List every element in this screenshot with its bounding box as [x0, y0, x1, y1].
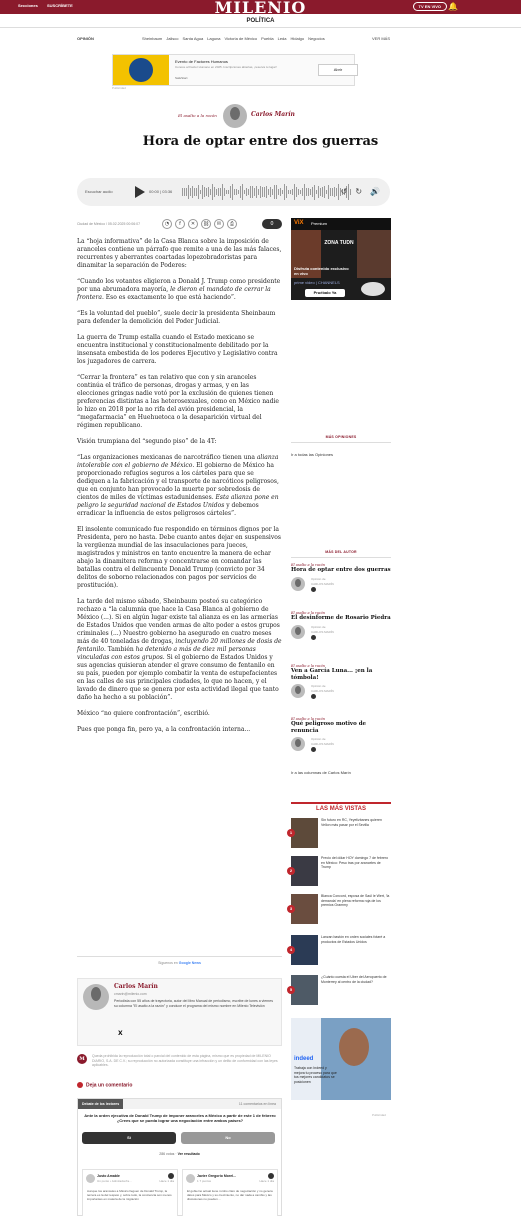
- article-author: [291, 576, 391, 592]
- zona-tudn-logo: ZONA TUDN: [324, 240, 354, 246]
- waveform-bar: [334, 187, 335, 197]
- stance-icon: [268, 1173, 274, 1179]
- waveform-bar: [290, 190, 291, 194]
- paragraph: “Cerrar la frontera” es tan relativo que con y sin aranceles continúa el tráfico de personas, drogas y armas, y en las elecciones gringas nadie votó por la exclusión de quienes tienen preferencias distintas a las heterosexuales, como en México nadie lo hizo en 2018 por la no rifa del avión presidencial, la “megafarmacia” en Huehuetoca o la desaparición virtual del régimen republicano.: [77, 374, 279, 429]
- waveform-bar: [210, 189, 211, 195]
- text: . También: [103, 646, 136, 653]
- waveform-bar: [316, 190, 317, 195]
- play-icon[interactable]: [311, 587, 316, 592]
- debate-count: 11 comentarios en línea: [238, 1102, 276, 1106]
- rank-badge: 1: [287, 829, 295, 837]
- waveform-bar: [246, 188, 247, 197]
- google-news-logo[interactable]: Google News: [178, 961, 201, 965]
- waveform-bar: [192, 186, 193, 197]
- waveform-bar: [194, 188, 195, 197]
- waveform-bar: [330, 188, 331, 196]
- section-title[interactable]: POLÍTICA: [0, 14, 521, 28]
- waveform-bar: [302, 188, 303, 196]
- waveform-bar: [304, 184, 305, 200]
- waveform-bar: [332, 188, 333, 196]
- comment-author: Justo Amable: [97, 1174, 120, 1178]
- waveform-bar: [226, 190, 227, 193]
- comment-sub: 1 7 puntos: [197, 1179, 212, 1183]
- ad-label: Publicidad: [372, 1113, 386, 1117]
- waveform-bar: [254, 188, 255, 195]
- waveform-bar: [202, 185, 203, 199]
- author-article[interactable]: [291, 717, 391, 752]
- waveform-bar: [266, 186, 267, 199]
- item-headline[interactable]: Lanzan bastón en orden sociales fotaré a productos de Estados Unidos: [321, 935, 386, 944]
- waveform-bar: [284, 184, 285, 200]
- text: . El gobierno de México ha proporcionado refugios seguros a los cárteles para que se dediquen a la fabricación y el transporte de narcóticos peligrosos, que en conjunto han provocado la muerte por sobredosis de cientos de miles de víctimas estadunidenses.: [77, 462, 279, 501]
- text: . Si el gobierno de Estados Unidos y sus agencias quisieran atender el grave consumo de fentanilo en su país, pueden por ejemplo combatir la venta de estupefacientes en las calles de sus principales ciudades, lo que no hacen, y el lavado de dinero que se genera por esta actividad ilegal que tanto daño ha hecho a su población”.: [77, 654, 279, 701]
- premium-label: Premium: [311, 221, 328, 226]
- rewind-icon[interactable]: ↺: [340, 187, 348, 196]
- waveform-bar: [322, 187, 323, 196]
- article-headline[interactable]: Ven a García Luna... ¡en la tómbola!: [291, 668, 373, 681]
- ad-description: Conoce al Factor Humano en 2025. Inscripciones abiertas, ¡reserva tu lugar!: [175, 65, 277, 69]
- ad-open-button[interactable]: Abrir: [318, 64, 358, 76]
- article-author: [291, 683, 391, 699]
- comment-sub: Un punto • Admirador/ra...: [97, 1179, 132, 1183]
- play-icon[interactable]: [135, 186, 145, 198]
- email-icon[interactable]: ✉: [214, 219, 224, 229]
- comment-time: Hace 1 día: [159, 1179, 174, 1183]
- milenio-logo[interactable]: MILENIO: [214, 0, 307, 17]
- article-headline[interactable]: Hora de optar entre dos guerras: [291, 567, 391, 573]
- waveform-bar: [196, 188, 197, 196]
- item-headline[interactable]: ¿Cuánto cuesta el Uber del Aeropuerto de Monterrey al centro de la ciudad?: [321, 975, 387, 984]
- waveform-bar: [214, 187, 215, 196]
- audio-controls: [341, 187, 380, 196]
- waveform-bar: [282, 190, 283, 193]
- audio-waveform[interactable]: [182, 182, 352, 202]
- sections-link[interactable]: Secciones: [18, 3, 38, 8]
- most-viewed-item[interactable]: [291, 856, 391, 890]
- opinion-label: Opinión de: [311, 684, 326, 688]
- leave-comment-link[interactable]: [77, 1082, 132, 1088]
- waveform-bar: [188, 185, 189, 200]
- divider: [291, 442, 391, 443]
- reader-debate: [77, 1098, 282, 1216]
- waveform-bar: [320, 188, 321, 196]
- waveform-bar: [298, 189, 299, 195]
- audio-player: [77, 178, 390, 206]
- subnav-item[interactable]: Hidalgo: [290, 36, 305, 41]
- rank-badge: 4: [287, 946, 295, 954]
- item-thumbnail[interactable]: [291, 935, 318, 965]
- author-article[interactable]: [291, 664, 391, 699]
- ad-label: Publicidad: [112, 86, 126, 90]
- waveform-bar: [222, 184, 223, 201]
- debate-comment[interactable]: [182, 1169, 278, 1216]
- article-column: El asalto a la razón: [291, 717, 325, 721]
- article-title: Hora de optar entre dos guerras: [142, 134, 379, 149]
- waveform-bar: [256, 186, 257, 197]
- text: “Cuando los votantes eligieron a Donald J. Trump como presidente por una abrumadora mayoría,: [77, 278, 281, 293]
- subnav-more[interactable]: VER MÁS: [371, 36, 390, 41]
- italic-text: le dieron el mandato de cerrar la frontera: [77, 286, 271, 301]
- x-social-icon[interactable]: X: [118, 1030, 123, 1037]
- item-headline[interactable]: Precio del dólar HOY domingo 7 de febrero en México: Peso tras por aranceles de Trump: [321, 856, 389, 870]
- link-icon[interactable]: ⛓: [202, 221, 210, 227]
- italic-text: incluyendo 20 millones de dosis de fentanilo: [77, 638, 282, 653]
- waveform-bar: [278, 189, 279, 194]
- paragraph: [77, 454, 282, 518]
- milenio-mini-logo: M: [77, 1054, 87, 1064]
- paragraph: Pues que ponga fin, pero ya, a la confrontación interna...: [77, 726, 251, 733]
- subscribe-link[interactable]: SUSCRÍBETE: [47, 3, 73, 8]
- item-headline[interactable]: Sin futuro en RC, Yeyelizbanes quieren Vellon más pasar por el Sevilla: [321, 818, 382, 827]
- author-box: [77, 978, 282, 1046]
- ad-photo: [357, 230, 391, 278]
- indeed-ad[interactable]: [291, 1018, 391, 1100]
- article-column: El asalto a la razón: [291, 611, 325, 615]
- item-thumbnail[interactable]: [291, 856, 318, 886]
- most-viewed-item[interactable]: [291, 935, 391, 969]
- waveform-bar: [312, 187, 313, 196]
- play-icon[interactable]: [311, 694, 316, 699]
- subnav-item[interactable]: Santa Agua: [182, 36, 204, 41]
- ad-text: Disfruta contenido exclusivo en vivo: [294, 266, 349, 276]
- article-body: [77, 238, 282, 742]
- waveform-bar: [216, 189, 217, 194]
- paragraph: Visión trumpiana del “segundo piso” de la 4T:: [77, 438, 217, 445]
- most-viewed-item[interactable]: [291, 975, 391, 1009]
- vote-no-button[interactable]: No: [181, 1132, 275, 1144]
- opinion-label: Opinión de: [311, 624, 326, 629]
- indeed-logo: indeed: [294, 1056, 314, 1062]
- author-article[interactable]: [291, 611, 391, 640]
- legal-notice: [77, 1054, 282, 1074]
- see-results-link[interactable]: Ver resultado: [177, 1152, 200, 1156]
- ad-photo: [321, 1018, 391, 1100]
- waveform-bar: [264, 187, 265, 198]
- author-label: CARLOS MARÍN: [311, 581, 334, 586]
- waveform-bar: [250, 186, 251, 199]
- forward-icon[interactable]: ↻: [355, 187, 363, 196]
- rank-badge: 5: [287, 986, 295, 994]
- article-date: Ciudad de México / 05.02.2025 00:06:07: [77, 222, 141, 226]
- legal-text: Queda prohibida la reproducción total o parcial del contenido de esta página, mismo que es propiedad de MILENIO DIARIO, S.A. DE C.V.; su reproducción no autorizada constituye una infracción y un delito de conformidad con las leyes aplicables.: [92, 1054, 278, 1067]
- waveform-bar: [318, 186, 319, 198]
- debate-question: Ante la orden ejecutiva de Donald Trump de imponer aranceles a México a partir de este 1 de febrero ¿Crees que se pueda lograr una negociación entre ambos países?: [84, 1113, 276, 1123]
- paragraph: La guerra de Trump estalla cuando el Estado mexicano se encuentra institucional y constitucionalmente debilitado por la insensata embestida de los poderes Ejecutivo y Legislativo contra los juzgadores de carrera.: [77, 334, 278, 365]
- audio-time: 00:00 | 03:36: [149, 189, 173, 194]
- top-ad[interactable]: [112, 54, 355, 86]
- more-author-header: MÁS DEL AUTOR: [325, 550, 357, 554]
- avatar: [186, 1174, 195, 1183]
- waveform-bar: [220, 188, 221, 197]
- more-opinions-header: MÁS OPINIONES: [325, 435, 357, 439]
- article-column: El asalto a la razón: [291, 563, 325, 567]
- subnav-item[interactable]: Laguna: [207, 36, 221, 41]
- waveform-bar: [218, 188, 219, 195]
- subnav-item[interactable]: Sheinbaum: [142, 36, 163, 41]
- article-headline[interactable]: Qué peligroso motivo de renuncia: [291, 721, 367, 734]
- paragraph: [77, 598, 282, 702]
- tv-live-button[interactable]: TV EN VIVO: [413, 2, 447, 11]
- paragraph: El insolente comunicado fue respondido en términos dignos por la Presidenta, pero no hasta. Debe cuanto antes dejar en suspensivos la vergüenza mundial de las insaculaciones para jueces, magistrados y ministros en tanto encuentre la manera de echar abajo la dinamitera reforma y concentrarse en comandar las batallas contra el delincuente Donald Trump (convicto por 34 delitos de soborno relacionados con pagos por servicios de prostitución).: [77, 526, 281, 589]
- audio-label: Escuchar audio: [85, 189, 113, 194]
- comment-icon: [77, 1082, 83, 1088]
- item-thumbnail[interactable]: [291, 818, 318, 848]
- author-box-name[interactable]: Carlos Marín: [114, 983, 158, 990]
- waveform-bar: [292, 189, 293, 195]
- waveform-bar: [280, 188, 281, 195]
- comments-count[interactable]: 0: [262, 219, 282, 229]
- all-opinions-link[interactable]: Ir a todas las Opiniones: [291, 452, 334, 457]
- avatar: [291, 684, 305, 698]
- article-headline[interactable]: El desinforme de Rosario Piedra: [291, 615, 391, 621]
- waveform-bar: [286, 186, 287, 198]
- article-column: El asalto a la razón: [291, 664, 325, 668]
- waveform-bar: [326, 190, 327, 195]
- author-bio: Periodista con 55 años de trayectoria, autor del libro Manual de periodismo, escribe de lunes a viernes su columna "El asalto a la razón" y conduce el programa del mismo nombre en Milenio Televisión: [114, 999, 273, 1008]
- waveform-bar: [306, 188, 307, 196]
- waveform-bar: [270, 187, 271, 197]
- paragraph: [77, 278, 282, 302]
- side-ad[interactable]: [291, 218, 391, 300]
- waveform-bar: [236, 189, 237, 195]
- author-name[interactable]: Carlos Marín: [251, 111, 295, 118]
- item-headline[interactable]: Blanca Concord, esposa de Saúl le Wert, 'la demanda' en plena reforma roja de los premios Grammy: [321, 894, 390, 908]
- comment-author: Javier Gregorio Morel...: [197, 1174, 237, 1178]
- vote-yes-button[interactable]: Sí: [82, 1132, 176, 1144]
- waveform-bar: [190, 188, 191, 195]
- waveform-bar: [276, 185, 277, 198]
- paragraph: “Es la voluntad del pueblo”, suele decir la presidenta Sheinbaum para defender la demolición del Poder Judicial.: [77, 310, 276, 325]
- bell-icon[interactable]: 🔔: [448, 2, 458, 11]
- author-label: CARLOS MARÍN: [311, 629, 334, 634]
- play-icon[interactable]: [311, 635, 316, 640]
- ad-header: [291, 218, 391, 230]
- text: y debemos erradicar la influencia de estos peligrosos cárteles”.: [77, 502, 259, 517]
- rank-badge: 3: [287, 905, 295, 913]
- waveform-bar: [204, 187, 205, 197]
- waveform-bar: [186, 188, 187, 196]
- waveform-bar: [336, 188, 337, 196]
- waveform-bar: [268, 189, 269, 196]
- waveform-bar: [258, 189, 259, 196]
- author-label: CARLOS MARÍN: [311, 742, 334, 746]
- paragraph: La “hoja informativa” de la Casa Blanca sobre la imposición de aranceles contiene un párrafo que remite a una de las más falaces, recurrentes y aberrantes coartadas lopezobradoristas para dinamitar la separación de Poderes:: [77, 238, 282, 269]
- debate-header: [78, 1099, 281, 1109]
- ad-logo: [361, 282, 385, 296]
- x-icon[interactable]: ✕: [188, 219, 198, 229]
- ad-image: [113, 55, 169, 85]
- waveform-bar: [200, 190, 201, 194]
- text: “Las organizaciones mexicanas de narcotráfico tienen una: [77, 454, 257, 461]
- facebook-icon[interactable]: f: [175, 219, 185, 229]
- waveform-bar: [212, 184, 213, 200]
- waveform-bar: [224, 188, 225, 196]
- waveform-bar: [182, 188, 183, 196]
- opinion-label: Opinión de: [311, 576, 326, 581]
- print-icon[interactable]: ⎙: [227, 219, 237, 229]
- google-news-follow[interactable]: [77, 956, 282, 965]
- article-author: [291, 624, 391, 640]
- comment-text: Aunque los aranceles a México lleguen de Donald Trump, la tercera es la del respeto y, sobre todo, la conciencia son menos importantes en materia de la migración: [87, 1189, 172, 1201]
- comment-text: El gobierno actual tiene rumbo claro de negociación y no genera datos para México y su crecimiento, no dar nada a cambio y las discusiones no pueden ...: [187, 1189, 273, 1201]
- waveform-bar: [230, 186, 231, 197]
- whatsapp-icon[interactable]: ◔: [162, 219, 172, 229]
- most-viewed-item[interactable]: [291, 818, 391, 852]
- avatar: [291, 737, 305, 751]
- subnav-item[interactable]: Leda: [277, 36, 287, 41]
- stance-icon: [168, 1173, 174, 1179]
- volume-icon[interactable]: 🔊: [370, 187, 380, 196]
- debate-tab[interactable]: Debate de los lectores: [78, 1099, 123, 1109]
- author-article[interactable]: [291, 563, 391, 592]
- divider: [291, 557, 391, 558]
- waveform-bar: [228, 190, 229, 194]
- ad-title: Evento de Factores Humanos: [175, 59, 228, 64]
- waveform-bar: [260, 186, 261, 198]
- most-viewed-header: LAS MÁS VISTAS: [291, 802, 391, 812]
- author-label: CARLOS MARÍN: [311, 689, 334, 693]
- waveform-bar: [198, 185, 199, 198]
- waveform-bar: [244, 190, 245, 194]
- waveform-bar: [184, 188, 185, 195]
- waveform-bar: [248, 189, 249, 195]
- author-email[interactable]: cmarin@milenio.com: [114, 992, 147, 996]
- debate-comment[interactable]: [82, 1169, 178, 1216]
- avatar: [86, 1174, 95, 1183]
- waveform-bar: [252, 186, 253, 199]
- subnav-item[interactable]: Victoria de México: [224, 36, 258, 41]
- rank-badge: 2: [287, 867, 295, 875]
- top-bar: [0, 0, 521, 17]
- avatar: [291, 577, 305, 591]
- text: La tarde del mismo sábado, Sheinbaum posteó su categórico rechazo a “la calumnia que hace la Casa Blanca al gobierno de México (...). Si en algún lugar existe tal alianza es en las armerías de Estados Unidos que venden armas de alto poder a estos grupos criminales (...) Nuestro gobierno ha asegurado en cuatro meses más de 40 toneladas de drogas,: [77, 598, 280, 645]
- item-thumbnail[interactable]: [291, 894, 318, 924]
- article-meta: [77, 219, 282, 231]
- waveform-bar: [242, 184, 243, 199]
- waveform-bar: [240, 186, 241, 199]
- subnav-label[interactable]: OPINIÓN: [77, 36, 94, 41]
- author-photo[interactable]: [83, 984, 109, 1010]
- waveform-bar: [288, 190, 289, 193]
- subnav-item[interactable]: Jalisco: [166, 36, 179, 41]
- italic-text: ha detenido a más de diez mil personas vinculadas con estos grupos: [77, 646, 256, 661]
- poll-results: 286 votos · Ver resultado: [159, 1152, 200, 1156]
- waveform-bar: [238, 190, 239, 194]
- waveform-bar: [310, 189, 311, 196]
- subnav: [77, 34, 390, 44]
- subnav-item[interactable]: Negocios: [308, 36, 325, 41]
- ad-text: Trabaja con Indeed y mejora tu proceso para que tus mejores candidatos se posicionen: [294, 1066, 337, 1084]
- try-now-button[interactable]: Pruébalo Ya: [305, 289, 345, 297]
- opinion-label: Opinión de: [311, 737, 326, 741]
- column-name[interactable]: El asalto a la razón: [178, 113, 217, 118]
- waveform-bar: [272, 189, 273, 195]
- share-icons: [162, 219, 237, 229]
- subnav-item[interactable]: Puebla: [261, 36, 274, 41]
- votes-count: 286 votos: [159, 1152, 175, 1156]
- play-icon[interactable]: [311, 747, 316, 752]
- waveform-bar: [328, 185, 329, 199]
- waveform-bar: [274, 185, 275, 199]
- item-thumbnail[interactable]: [291, 975, 318, 1005]
- article-author: [291, 736, 391, 752]
- waveform-bar: [324, 186, 325, 199]
- italic-text: alianza intolerable con el gobierno de México: [77, 454, 279, 469]
- avatar: [291, 625, 305, 639]
- text: . Eso es exactamente lo que está haciendo”.: [101, 294, 236, 301]
- comment-label: Deja un comentario: [86, 1082, 133, 1089]
- waveform-bar: [206, 188, 207, 195]
- waveform-bar: [262, 187, 263, 197]
- gnews-text: Síguenos en: [158, 961, 178, 965]
- waveform-bar: [294, 184, 295, 201]
- waveform-bar: [338, 184, 339, 200]
- author-avatar[interactable]: [223, 104, 247, 128]
- waveform-bar: [208, 187, 209, 197]
- most-viewed-item[interactable]: [291, 894, 391, 928]
- prime-video-label: prime video | CHANNELS: [294, 280, 340, 285]
- waveform-bar: [314, 185, 315, 200]
- byline: [178, 104, 358, 128]
- waveform-bar: [232, 184, 233, 200]
- vix-logo: ViX: [294, 220, 304, 226]
- paragraph: México “no quiere confrontación”, escribió.: [77, 710, 210, 717]
- waveform-bar: [296, 187, 297, 198]
- author-columns-link[interactable]: Ir a las columnas de Carlos Marín: [291, 770, 351, 775]
- waveform-bar: [308, 188, 309, 197]
- waveform-bar: [300, 190, 301, 194]
- ad-source: SafeStart: [175, 76, 188, 80]
- comment-time: Hace 1 día: [259, 1179, 274, 1183]
- italic-text: Esta alianza pone en peligro la seguridad nacional de Estados Unidos: [77, 494, 279, 509]
- subnav-items: [142, 36, 325, 41]
- waveform-bar: [234, 189, 235, 194]
